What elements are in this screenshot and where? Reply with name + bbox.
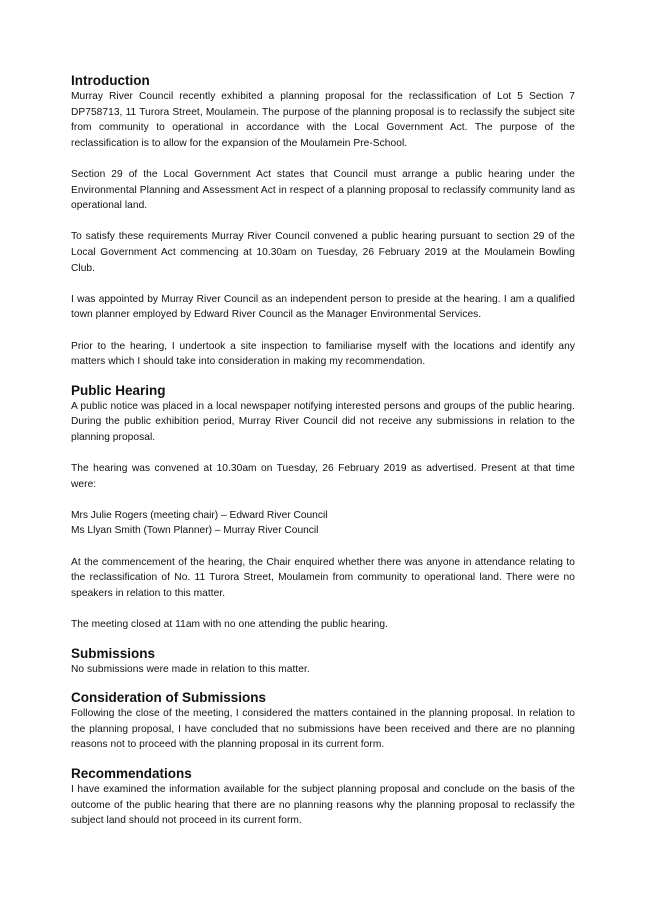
introduction-paragraph: Murray River Council recently exhibited a planning proposal for the reclassification of Lot 5 Section 7 DP758713, 11 Turora Street, Moulamein. The purpose of the planning proposal is to reclassify the subject site from community to operational in accordance with the Local Government Act. The purpose of the reclassification is to allow for the expansion of the Moulamein Pre-School. xyxy=(71,91,575,149)
document-page xyxy=(71,72,575,829)
introduction-section xyxy=(71,72,575,370)
attendee-item: Ms Llyan Smith (Town Planner) – Murray River Council xyxy=(71,525,319,537)
public-hearing-heading: Public Hearing xyxy=(71,382,166,398)
public-hearing-paragraph: The hearing was convened at 10.30am on Tuesday, 26 February 2019 as advertised. Present at that time were: xyxy=(71,463,575,490)
introduction-paragraph: Section 29 of the Local Government Act states that Council must arrange a public hearing under the Environmental Planning and Assessment Act in respect of a planning proposal to reclassify community land as operational land. xyxy=(71,168,575,212)
public-hearing-section xyxy=(71,382,575,633)
introduction-paragraph: To satisfy these requirements Murray River Council convened a public hearing pursuant to section 29 of the Local Government Act commencing at 10.30am on Tuesday, 26 February 2019 at the Moulamein Bowling Club. xyxy=(71,231,575,274)
submissions-paragraph: No submissions were made in relation to this matter. xyxy=(71,663,310,675)
section-spacer xyxy=(71,753,575,765)
introduction-paragraph: Prior to the hearing, I undertook a site inspection to familiarise myself with the locations and identify any matters which I should take into consideration in making my recommendation. xyxy=(71,340,575,368)
attendee-list xyxy=(71,508,575,539)
consideration-paragraph: Following the close of the meeting, I considered the matters contained in the planning proposal. In relation to the planning proposal, I have concluded that no submissions have been received and there are no planning reasons not to proceed with the planning proposal in its current form. xyxy=(71,708,575,751)
section-spacer xyxy=(71,370,575,382)
recommendations-section xyxy=(71,765,575,829)
consideration-section xyxy=(71,689,575,753)
public-hearing-paragraph: The meeting closed at 11am with no one attending the public hearing. xyxy=(71,619,388,630)
section-spacer xyxy=(71,677,575,689)
submissions-heading: Submissions xyxy=(71,645,156,661)
recommendations-heading: Recommendations xyxy=(71,765,192,781)
introduction-heading: Introduction xyxy=(71,73,150,88)
public-hearing-paragraph: At the commencement of the hearing, the Chair enquired whether there was anyone in attendance relating to the reclassification of No. 11 Turora Street, Moulamein from community to operational land. There were no speakers in relation to this matter. xyxy=(71,556,575,599)
public-hearing-paragraph: A public notice was placed in a local newspaper notifying interested persons and groups of the public hearing. During the public exhibition period, Murray River Council did not receive any submissions in relation to the planning proposal. xyxy=(71,400,575,443)
consideration-heading: Consideration of Submissions xyxy=(71,690,267,706)
recommendations-paragraph: I have examined the information available for the subject planning proposal and conclude on the basis of the outcome of the public hearing that there are no planning reasons why the planning proposal to reclassify the subject land should not proceed in its current form. xyxy=(71,783,575,827)
section-spacer xyxy=(71,633,575,645)
submissions-section xyxy=(71,645,575,678)
attendee-item: Mrs Julie Rogers (meeting chair) – Edward River Council xyxy=(71,509,328,521)
introduction-paragraph: I was appointed by Murray River Council as an independent person to preside at the hearing. I am a qualified town planner employed by Edward River Council as the Manager Environmental Services. xyxy=(71,293,575,321)
